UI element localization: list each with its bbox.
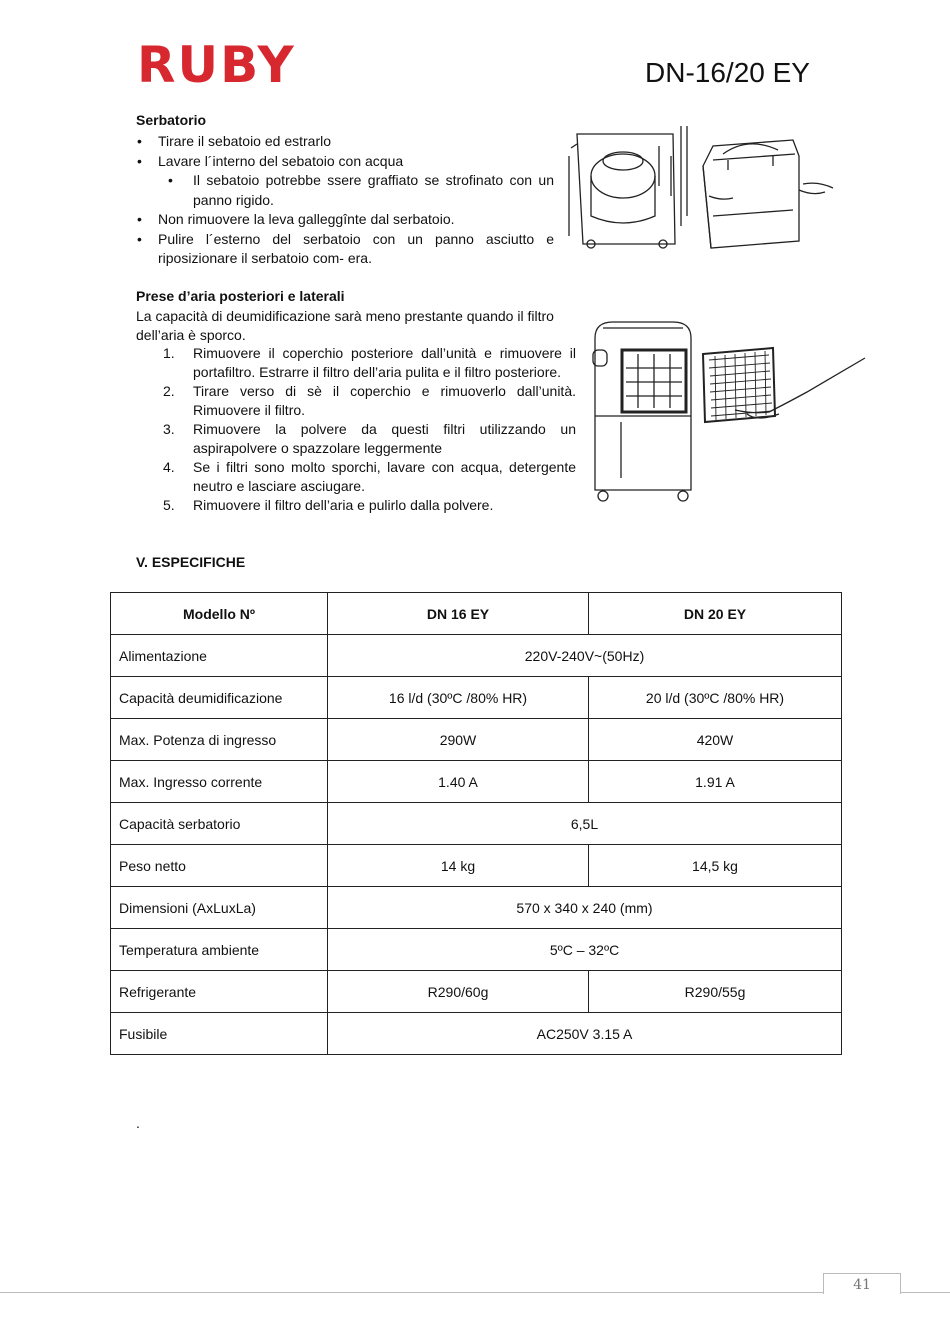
table-row [111,761,842,803]
list-item: • Tirare il sebatoio ed estrarlo [136,132,554,152]
list-item [136,382,576,420]
list-item: • Non rimuovere la leva galleggînte dal serbatoio. [136,210,554,230]
step-text: Se i filtri sono molto sporchi, lavare con acqua, detergente neutro e lasciare asciugare. [193,459,576,494]
list-item [136,344,576,382]
row-label: Alimentazione [111,635,328,677]
list-item [136,458,576,496]
row-label: Refrigerante [111,971,328,1013]
prese-intro: La capacità di deumidificazione sarà meno prestante quando il filtro dell’aria è sporco. [136,308,554,343]
table-row [111,1013,842,1055]
serbatorio-list [136,132,554,269]
row-label: Capacità deumidificazione [111,677,328,719]
list-item: • Il sebatoio potrebbe ssere graffiato se strofinato con un panno rigido. [136,171,554,210]
footer-rule [0,1292,950,1293]
specifications-table [110,592,842,1055]
page-number: 41 [823,1273,901,1294]
list-item: • Pulire l´esterno del serbatoio con un panno asciutto e riposizionare il serbatoio com- era. [136,230,554,269]
prese-title: Prese d’aria posteriori e laterali [136,288,345,304]
row-value: R290/55g [589,971,842,1013]
table-header-cell: DN 16 EY [328,593,589,635]
row-value: 14,5 kg [589,845,842,887]
row-value: 1.91 A [589,761,842,803]
row-value: 570 x 340 x 240 (mm) [328,887,842,929]
step-text: Tirare verso di sè il coperchio e rimuoverlo dall’unità. Rimuovere il filtro. [193,383,576,418]
step-number: 5. [163,497,175,513]
row-label: Max. Potenza di ingresso [111,719,328,761]
step-number: 3. [163,421,175,437]
list-item: • Lavare l´interno del sebatoio con acqua [136,152,554,172]
row-label: Capacità serbatorio [111,803,328,845]
table-row [111,845,842,887]
serbatorio-title: Serbatorio [136,112,207,128]
table-row [111,635,842,677]
row-label: Max. Ingresso corrente [111,761,328,803]
filter-removal-illustration [585,318,870,504]
row-label: Peso netto [111,845,328,887]
list-item [136,420,576,458]
row-label: Fusibile [111,1013,328,1055]
row-value: 290W [328,719,589,761]
table-row [111,803,842,845]
row-value: AC250V 3.15 A [328,1013,842,1055]
table-header-cell: Modello Nº [111,593,328,635]
list-item [136,496,576,515]
row-value: R290/60g [328,971,589,1013]
step-text: Rimuovere il filtro dell’aria e pulirlo dalla polvere. [193,497,494,513]
trailing-dot: . [136,1115,140,1131]
table-header-row [111,593,842,635]
step-text: Rimuovere il coperchio posteriore dall’unità e rimuovere il portafiltro. Estrarre il filtro dell’aria pulita e il filtro posteriore. [193,345,576,380]
row-value: 14 kg [328,845,589,887]
step-text: Rimuovere la polvere da questi filtri utilizzando un aspirapolvere o spazzolare leggermente [193,421,576,456]
row-value: 1.40 A [328,761,589,803]
row-value: 220V-240V~(50Hz) [328,635,842,677]
prese-steps [136,344,576,515]
table-header-cell: DN 20 EY [589,593,842,635]
step-number: 2. [163,383,175,399]
row-value: 20 l/d (30ºC /80% HR) [589,677,842,719]
table-row [111,719,842,761]
table-row [111,971,842,1013]
row-value: 6,5L [328,803,842,845]
row-label: Temperatura ambiente [111,929,328,971]
table-row [111,677,842,719]
row-value: 420W [589,719,842,761]
row-value: 5ºC – 32ºC [328,929,842,971]
step-number: 1. [163,345,175,361]
row-label: Dimensioni (AxLuxLa) [111,887,328,929]
specs-title: V. ESPECIFICHE [136,554,246,570]
brand-logo: RUBY [137,36,296,94]
table-row [111,929,842,971]
tank-removal-illustration [563,126,843,260]
row-value: 16 l/d (30ºC /80% HR) [328,677,589,719]
table-row [111,887,842,929]
step-number: 4. [163,459,175,475]
model-title: DN-16/20 EY [645,57,810,88]
